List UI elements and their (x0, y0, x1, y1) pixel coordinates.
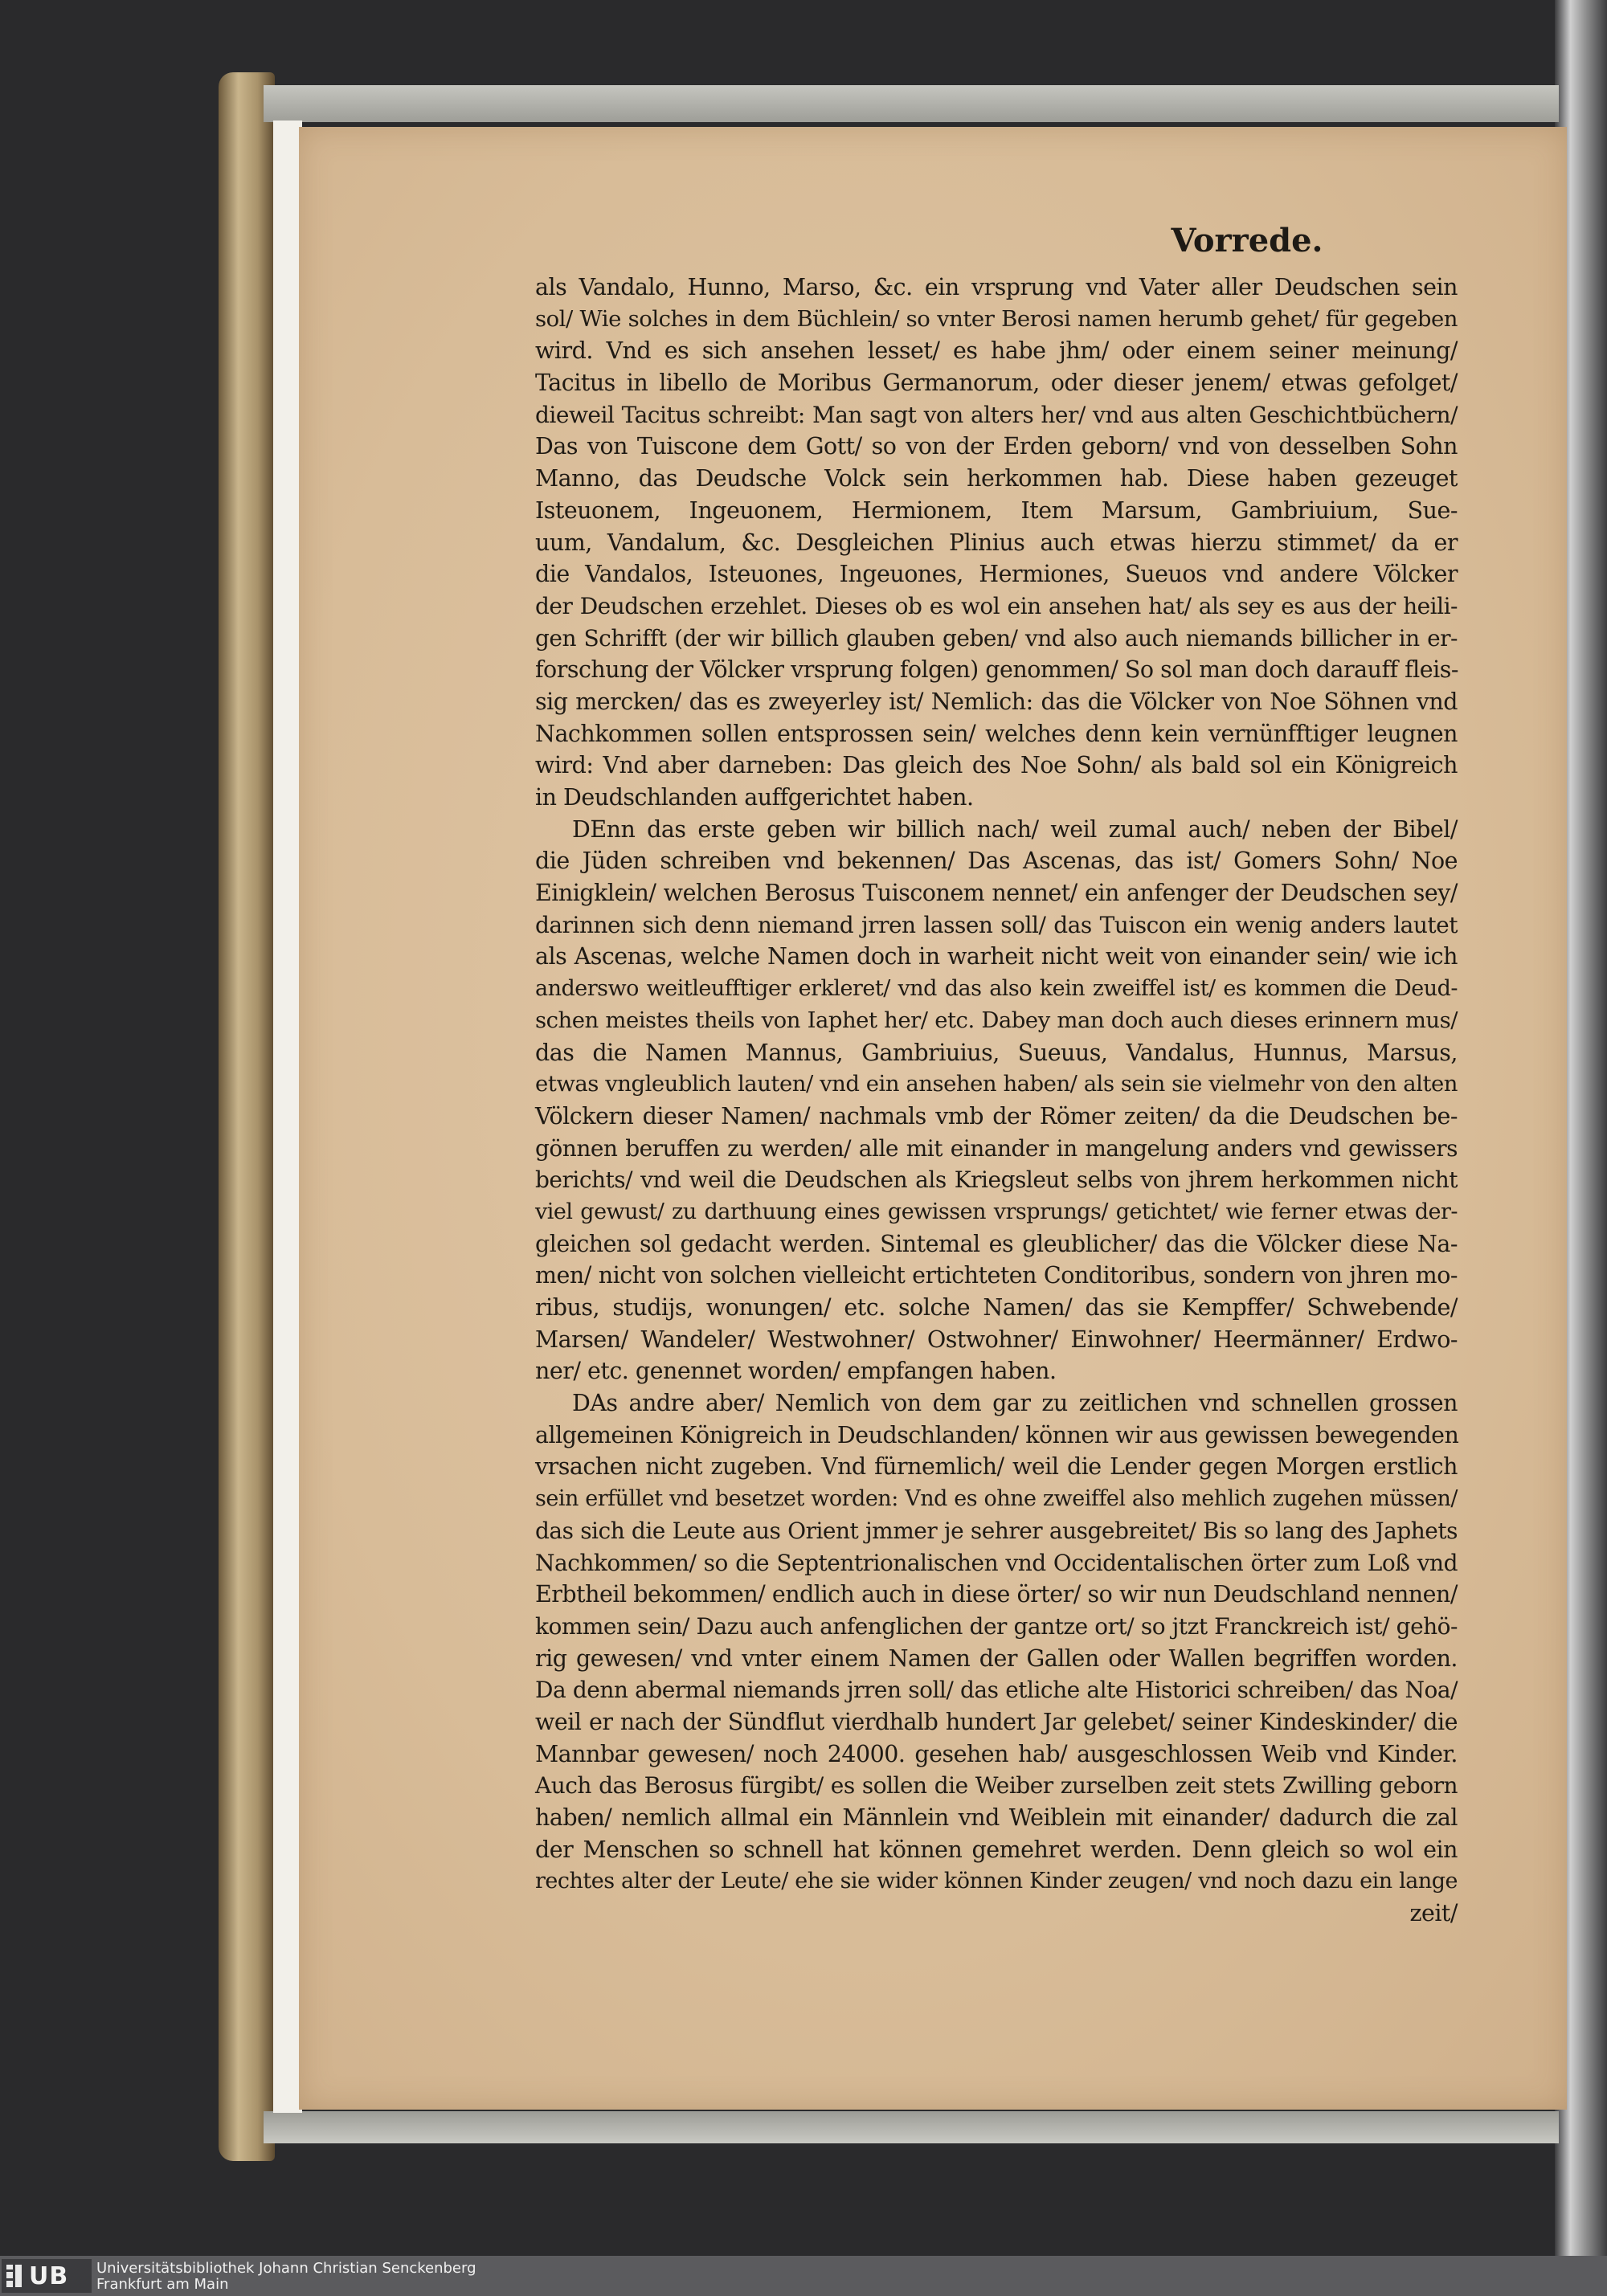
text-line: als Ascenas, welche Namen doch in warheit nicht weit von einander sein/ wie ich (535, 943, 1458, 970)
text-line: gleichen sol gedacht werden. Sintemal es gleublicher/ das die Völcker diese Na- (535, 1230, 1458, 1257)
page-text-block (535, 272, 1458, 1930)
text-line: Marsen/ Wandeler/ Westwohner/ Ostwohner/ Einwohner/ Heermänner/ Erdwo- (535, 1326, 1458, 1353)
library-logo-text: UB (29, 2261, 69, 2290)
text-line: sol/ Wie solches in dem Büchlein/ so vnter Berosi namen herumb gehet/ für gegeben (535, 305, 1458, 332)
book-binding (219, 72, 275, 2161)
text-line: Mannbar gewesen/ noch 24000. gesehen hab/ ausgeschlossen Weib vnd Kinder. (535, 1740, 1458, 1767)
text-line: in Deudschlanden auffgerichtet haben. (535, 784, 974, 811)
text-line: DAs andre aber/ Nemlich von dem gar zu zeitlichen vnd schnellen grossen (572, 1390, 1458, 1417)
text-line: Völckern dieser Namen/ nachmals vmb der Römer zeiten/ da die Deudschen be- (535, 1102, 1458, 1130)
text-line: kommen sein/ Dazu auch anfenglichen der gantze ort/ so jtzt Franckreich ist/ gehö- (535, 1612, 1458, 1640)
text-line: anderswo weitleufftiger erkleret/ vnd das also kein zweiffel ist/ es kommen die Deud- (535, 976, 1458, 1002)
text-line: darinnen sich denn niemand jrren lassen soll/ das Tuiscon ein wenig anders lautet (535, 911, 1458, 938)
text-line: sig mercken/ das es zweyerley ist/ Nemlich: das die Völcker von Noe Söhnen vnd (535, 688, 1458, 715)
text-line: Erbtheil bekommen/ endlich auch in diese örter/ so wir nun Deudschland nennen/ (535, 1581, 1458, 1608)
text-line: allgemeinen Königreich in Deudschlanden/ können wir aus gewissen bewegenden (535, 1421, 1459, 1448)
page-header: Vorrede. (1171, 222, 1323, 259)
text-line: Isteuonem, Ingeuonem, Hermionem, Item Marsum, Gambriuium, Sue- (535, 496, 1458, 524)
text-line: rig gewesen/ vnd vnter einem Namen der Gallen oder Wallen begriffen worden. (535, 1644, 1458, 1672)
text-line: der Menschen so schnell hat können gemehret werden. Denn gleich so wol ein (535, 1836, 1458, 1863)
text-line: die Jüden schreiben vnd bekennen/ Das Ascenas, das ist/ Gomers Sohn/ Noe (535, 848, 1458, 875)
text-line: vrsachen nicht zugeben. Vnd fürnemlich/ weil die Lender gegen Morgen erstlich (535, 1453, 1458, 1481)
text-line: zeit/ (1409, 1900, 1458, 1927)
text-line: Nachkommen sollen entsprossen sein/ welches denn kein vernünfftiger leugnen (535, 720, 1458, 747)
text-line: Nachkommen/ so die Septentrionalischen vnd Occidentalischen örter zum Loß vnd (535, 1549, 1458, 1576)
text-line: forschung der Völcker vrsprung folgen) genommen/ So sol man doch darauff fleis- (535, 656, 1459, 684)
text-line: haben/ nemlich allmal ein Männlein vnd Weiblein mit einander/ dadurch die zal (535, 1804, 1458, 1831)
institution-name (96, 2261, 476, 2293)
text-line: dieweil Tacitus schreibt: Man sagt von alters her/ vnd aus alten Geschichtbüchern/ (535, 401, 1458, 428)
text-line: gen Schrifft (der wir billich glauben geben/ vnd also auch niemands billicher in er- (535, 624, 1458, 652)
text-line: wird. Vnd es sich ansehen lesset/ es habe jhm/ oder einem seiner meinung/ (535, 337, 1458, 365)
text-line: Auch das Berosus fürgibt/ es sollen die Weiber zurselben zeit stets Zwilling geborn (535, 1772, 1458, 1800)
text-line: Das von Tuiscone dem Gott/ so von der Erden geborn/ vnd von desselben Sohn (535, 433, 1458, 460)
text-line: ner/ etc. genennet worden/ empfangen haben. (535, 1358, 1057, 1385)
endpaper-strip (273, 121, 302, 2113)
text-line: Einigklein/ welchen Berosus Tuisconem nennet/ ein anfenger der Deudschen sey/ (535, 880, 1458, 907)
text-line: Manno, das Deudsche Volck sein herkommen hab. Diese haben gezeuget (535, 465, 1458, 492)
text-line: sein erfüllet vnd besetzet worden: Vnd es ohne zweiffel also mehlich zugehen müssen/ (535, 1486, 1458, 1512)
text-line: ribus, studijs, wonungen/ etc. solche Namen/ das sie Kempffer/ Schwebende/ (535, 1294, 1458, 1321)
text-line: Da denn abermal niemands jrren soll/ das etliche alte Historici schreiben/ das Noa/ (535, 1677, 1458, 1704)
institution-line-1: Universitätsbibliothek Johann Christian Senckenberg (96, 2260, 476, 2277)
text-line: das die Namen Mannus, Gambriuius, Sueuus, Vandalus, Hunnus, Marsus, (535, 1039, 1458, 1066)
footer-bar (0, 2256, 1607, 2296)
text-line: Tacitus in libello de Moribus Germanorum, oder dieser jenem/ etwas gefolget/ (535, 370, 1458, 397)
library-logo-icon (6, 2263, 24, 2289)
text-line: berichts/ vnd weil die Deudschen als Kriegsleut selbs von jhrem herkommen nicht (535, 1166, 1458, 1194)
text-line: etwas vngleublich lauten/ vnd ein ansehen haben/ als sein sie vielmehr von den alten (535, 1071, 1458, 1097)
institution-line-2: Frankfurt am Main (96, 2276, 229, 2293)
book-board-top (264, 85, 1559, 122)
text-line: der Deudschen erzehlet. Dieses ob es wol ein ansehen hat/ als sey es aus der heili- (535, 592, 1458, 619)
library-logo (2, 2259, 92, 2293)
text-line: uum, Vandalum, &c. Desgleichen Plinius auch etwas hierzu stimmet/ da er (535, 529, 1458, 556)
text-line: viel gewust/ zu darthuung eines gewissen vrsprungs/ getichtet/ wie ferner etwas der- (535, 1199, 1458, 1224)
text-line: gönnen beruffen zu werden/ alle mit einander in mangelung anders vnd gewissers (535, 1134, 1458, 1162)
text-line: DEnn das erste geben wir billich nach/ weil zumal auch/ neben der Bibel/ (572, 815, 1458, 843)
book-board-bottom (264, 2111, 1559, 2143)
text-line: als Vandalo, Hunno, Marso, &c. ein vrsprung vnd Vater aller Deudschen sein (535, 274, 1458, 300)
text-line: wird: Vnd aber darneben: Das gleich des Noe Sohn/ als bald sol ein Königreich (535, 752, 1458, 779)
text-line: weil er nach der Sündflut vierdhalb hundert Jar gelebet/ seiner Kindeskinder/ die (535, 1708, 1458, 1735)
text-line: das sich die Leute aus Orient jmmer je sehrer ausgebreitet/ Bis so lang des Japhets (535, 1517, 1458, 1544)
text-line: men/ nicht von solchen vielleicht ertichteten Conditoribus, sondern von jhren mo- (535, 1262, 1458, 1289)
text-line: schen meistes theils von Iaphet her/ etc. Dabey man doch auch dieses erinnern mus/ (535, 1007, 1458, 1033)
text-line: rechtes alter der Leute/ ehe sie wider können Kinder zeugen/ vnd noch dazu ein lange (535, 1869, 1458, 1894)
book-page (299, 127, 1567, 2110)
text-line: die Vandalos, Isteuones, Ingeuones, Hermiones, Sueuos vnd andere Völcker (535, 561, 1458, 588)
